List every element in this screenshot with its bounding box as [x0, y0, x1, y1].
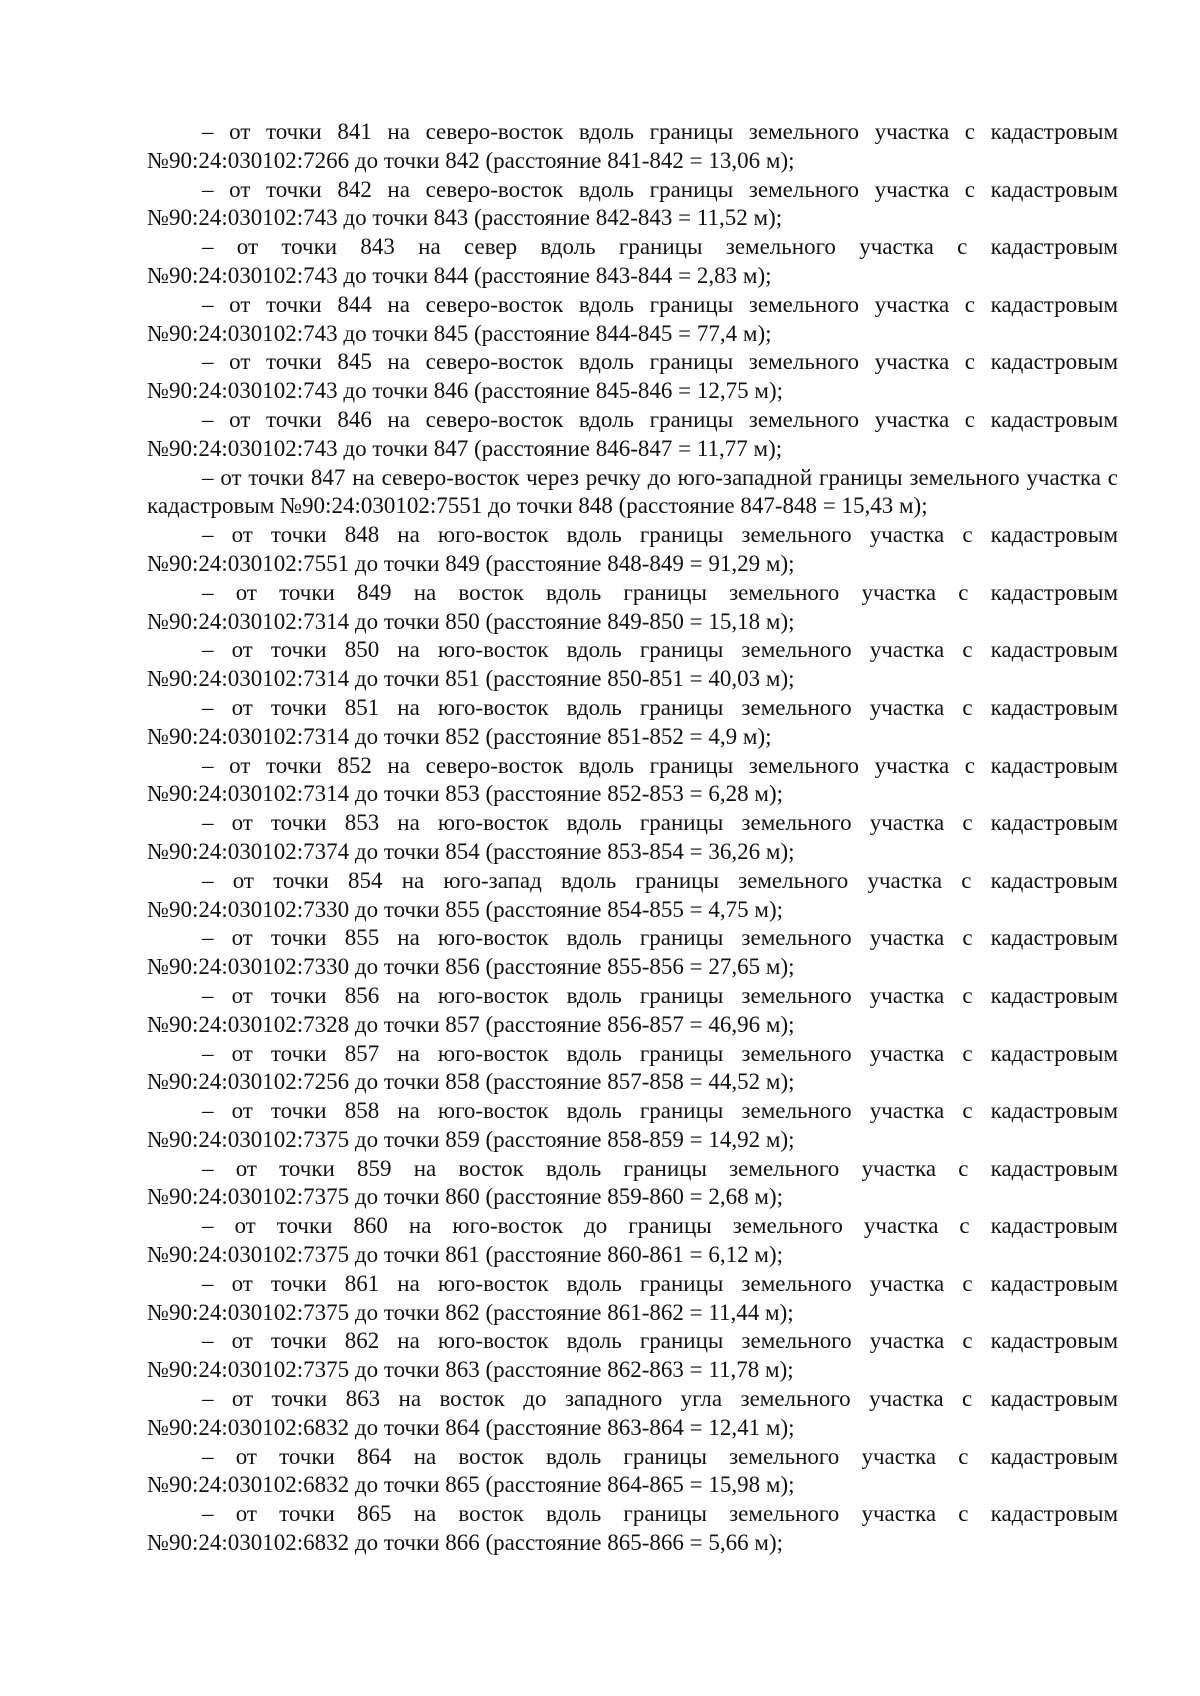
paragraph: – от точки 850 на юго-восток вдоль границы земельного участка с кадастровым №90:24:030102:7314 до точки 851 (расстояние 850-851 = 40,03 м); [147, 637, 1118, 692]
paragraph: – от точки 861 на юго-восток вдоль границы земельного участка с кадастровым №90:24:030102:7375 до точки 862 (расстояние 861-862 = 11,44 м); [147, 1270, 1118, 1325]
paragraph: – от точки 844 на северо-восток вдоль границы земельного участка с кадастровым №90:24:030102:743 до точки 845 (расстояние 844-845 = 77,4 м); [147, 291, 1118, 346]
paragraph: – от точки 865 на восток вдоль границы земельного участка с кадастровым №90:24:030102:6832 до точки 866 (расстояние 865-866 = 5,66 м); [147, 1501, 1118, 1556]
paragraph: – от точки 849 на восток вдоль границы земельного участка с кадастровым №90:24:030102:7314 до точки 850 (расстояние 849-850 = 15,18 м); [147, 579, 1118, 634]
paragraph: – от точки 863 на восток до западного угла земельного участка с кадастровым №90:24:030102:6832 до точки 864 (расстояние 863-864 = 12,41 м); [147, 1386, 1118, 1440]
paragraph: – от точки 864 на восток вдоль границы земельного участка с кадастровым №90:24:030102:6832 до точки 865 (расстояние 864-865 = 15,98 м); [147, 1443, 1118, 1498]
paragraph: – от точки 855 на юго-восток вдоль границы земельного участка с кадастровым №90:24:030102:7330 до точки 856 (расстояние 855-856 = 27,65 м); [147, 925, 1118, 980]
paragraph: – от точки 862 на юго-восток вдоль границы земельного участка с кадастровым №90:24:030102:7375 до точки 863 (расстояние 862-863 = 11,78 м); [147, 1328, 1118, 1383]
paragraph: – от точки 848 на юго-восток вдоль границы земельного участка с кадастровым №90:24:030102:7551 до точки 849 (расстояние 848-849 = 91,29 м); [147, 522, 1118, 576]
paragraph: – от точки 858 на юго-восток вдоль границы земельного участка с кадастровым №90:24:030102:7375 до точки 859 (расстояние 858-859 = 14,92 м); [147, 1098, 1118, 1152]
paragraph: – от точки 841 на северо-восток вдоль границы земельного участка с кадастровым №90:24:030102:7266 до точки 842 (расстояние 841-842 = 13,06 м); [147, 119, 1118, 173]
paragraph: – от точки 853 на юго-восток вдоль границы земельного участка с кадастровым №90:24:030102:7374 до точки 854 (расстояние 853-854 = 36,26 м); [147, 810, 1118, 864]
paragraph: – от точки 851 на юго-восток вдоль границы земельного участка с кадастровым №90:24:030102:7314 до точки 852 (расстояние 851-852 = 4,9 м); [147, 694, 1118, 749]
paragraph: – от точки 857 на юго-восток вдоль границы земельного участка с кадастровым №90:24:030102:7256 до точки 858 (расстояние 857-858 = 44,52 м); [147, 1040, 1118, 1095]
paragraph: – от точки 845 на северо-восток вдоль границы земельного участка с кадастровым №90:24:030102:743 до точки 846 (расстояние 845-846 = 12,75 м); [147, 349, 1118, 404]
paragraph: – от точки 843 на север вдоль границы земельного участка с кадастровым №90:24:030102:743 до точки 844 (расстояние 843-844 = 2,83 м); [147, 234, 1118, 288]
paragraph: – от точки 847 на северо-восток через речку до юго-западной границы земельного участка с кадастровым №90:24:030102:7551 до точки 848 (расстояние 847-848 = 15,43 м); [147, 464, 1118, 519]
paragraph: – от точки 859 на восток вдоль границы земельного участка с кадастровым №90:24:030102:7375 до точки 860 (расстояние 859-860 = 2,68 м); [147, 1155, 1118, 1210]
paragraph: – от точки 856 на юго-восток вдоль границы земельного участка с кадастровым №90:24:030102:7328 до точки 857 (расстояние 856-857 = 46,96 м); [147, 982, 1118, 1037]
paragraph: – от точки 860 на юго-восток до границы земельного участка с кадастровым №90:24:030102:7375 до точки 861 (расстояние 860-861 = 6,12 м); [147, 1213, 1118, 1268]
paragraph: – от точки 854 на юго-запад вдоль границы земельного участка с кадастровым №90:24:030102:7330 до точки 855 (расстояние 854-855 = 4,75 м); [147, 867, 1118, 922]
paragraph: – от точки 846 на северо-восток вдоль границы земельного участка с кадастровым №90:24:030102:743 до точки 847 (расстояние 846-847 = 11,77 м); [147, 406, 1118, 461]
paragraph: – от точки 852 на северо-восток вдоль границы земельного участка с кадастровым №90:24:030102:7314 до точки 853 (расстояние 852-853 = 6,28 м); [147, 752, 1118, 807]
document-page [147, 118, 1118, 1558]
paragraph: – от точки 842 на северо-восток вдоль границы земельного участка с кадастровым №90:24:030102:743 до точки 843 (расстояние 842-843 = 11,52 м); [147, 176, 1118, 231]
